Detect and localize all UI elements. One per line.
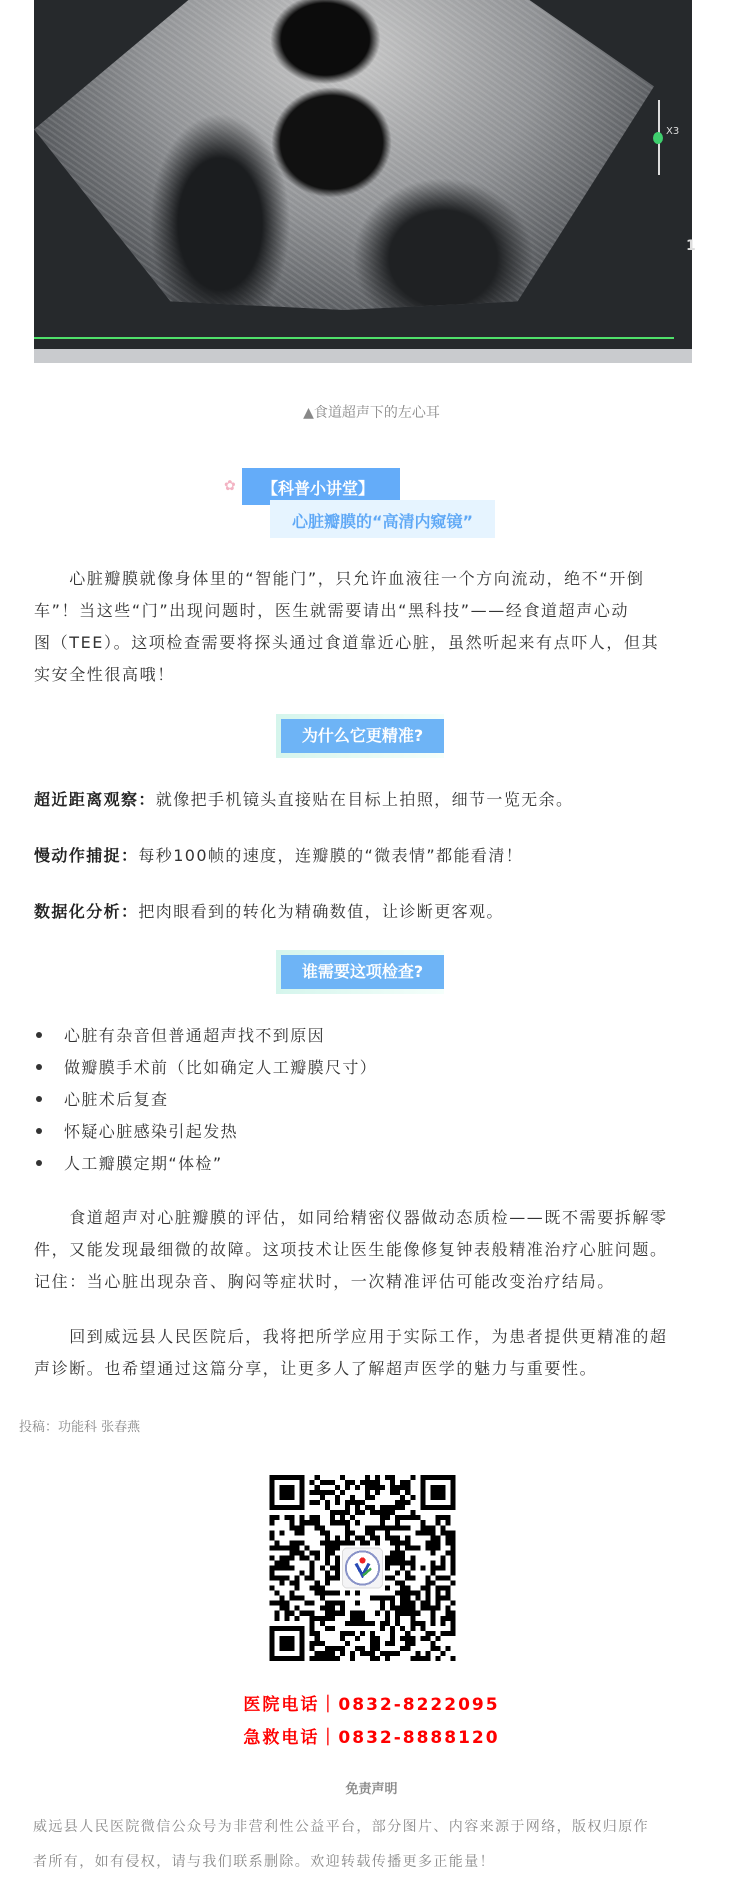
feature-label: 超近距离观察： bbox=[34, 790, 156, 809]
emergency-phone[interactable]: 急救电话｜0832-8888120 bbox=[243, 1728, 500, 1748]
intro-line: 实安全性很高哦！ bbox=[34, 665, 175, 684]
swirl-icon: ✿ bbox=[224, 478, 236, 494]
list-item-text: 心脏有杂音但普通超声找不到原因 bbox=[64, 1026, 326, 1045]
image-bottom-strip bbox=[34, 349, 692, 363]
feature-text: 每秒100帧的速度，连瓣膜的“微表情”都能看清！ bbox=[138, 846, 524, 865]
disclaimer-line: 者所有，如有侵权，请与我们联系删除。欢迎转载传播更多正能量！ bbox=[33, 1854, 495, 1870]
scale-label: X3 bbox=[666, 126, 680, 137]
bullet-icon bbox=[36, 1064, 42, 1070]
bullet-icon bbox=[36, 1160, 42, 1166]
summary-line: 记住：当心脏出现杂音、胸闷等症状时，一次精准评估可能改变治疗结局。 bbox=[34, 1272, 615, 1291]
closing-line: 声诊断。也希望通过这篇分享，让更多人了解超声医学的魅力与重要性。 bbox=[34, 1359, 598, 1378]
focus-marker bbox=[653, 132, 663, 144]
image-caption: ▲食道超声下的左心耳 bbox=[303, 405, 440, 421]
summary-line: 件，又能发现最细微的故障。这项技术让医生能像修复钟表般精准治疗心脏问题。 bbox=[34, 1240, 668, 1259]
qr-code[interactable] bbox=[268, 1475, 457, 1661]
list-item bbox=[34, 1151, 223, 1174]
section-subtitle: 心脏瓣膜的“高清内窥镜” bbox=[291, 512, 474, 531]
intro-line: 图（TEE）。这项检查需要将探头通过食道靠近心脏，虽然听起来有点吓人，但其 bbox=[34, 633, 660, 652]
ultrasound-image bbox=[34, 0, 696, 363]
ultrasound-fan bbox=[34, 0, 654, 310]
hospital-phone[interactable]: 医院电话｜0832-8222095 bbox=[243, 1695, 500, 1715]
feature-label: 慢动作捕捉： bbox=[34, 846, 139, 865]
intro-line: 心脏瓣膜就像身体里的“智能门”，只允许血液往一个方向流动，绝不“开倒 bbox=[69, 569, 645, 588]
ecg-line bbox=[34, 337, 674, 339]
list-item bbox=[34, 1055, 377, 1078]
list-item-text: 人工瓣膜定期“体检” bbox=[64, 1154, 223, 1173]
heading-why: 为什么它更精准? bbox=[281, 719, 444, 753]
feature-text: 把肉眼看到的转化为精确数值，让诊断更客观。 bbox=[138, 902, 504, 921]
feature-item bbox=[34, 787, 573, 810]
feature-label: 数据化分析： bbox=[34, 902, 139, 921]
list-item bbox=[34, 1087, 168, 1110]
bullet-icon bbox=[36, 1128, 42, 1134]
list-item bbox=[34, 1023, 325, 1046]
intro-line: 车”！当这些“门”出现问题时，医生就需要请出“黑科技”——经食道超声心动 bbox=[34, 601, 630, 620]
list-item-text: 怀疑心脏感染引起发热 bbox=[64, 1122, 239, 1141]
intro-paragraph bbox=[34, 563, 694, 691]
section-tag: 【科普小讲堂】 bbox=[262, 479, 375, 498]
bullet-icon bbox=[36, 1032, 42, 1038]
list-item-text: 心脏术后复查 bbox=[64, 1090, 169, 1109]
feature-item bbox=[34, 899, 504, 922]
feature-text: 就像把手机镜头直接贴在目标上拍照，细节一览无余。 bbox=[155, 790, 574, 809]
disclaimer-text bbox=[33, 1810, 705, 1880]
closing-paragraph bbox=[34, 1321, 694, 1385]
author-credit: 投稿：功能科 张春燕 bbox=[19, 1420, 141, 1435]
disclaimer-line: 威远县人民医院微信公众号为非营利性公益平台，部分图片、内容来源于网络，版权归原作 bbox=[33, 1819, 649, 1835]
list-item-text: 做瓣膜手术前（比如确定人工瓣膜尺寸） bbox=[64, 1058, 378, 1077]
list-item bbox=[34, 1119, 238, 1142]
heading-who: 谁需要这项检查? bbox=[281, 955, 444, 989]
feature-item bbox=[34, 843, 523, 866]
disclaimer-title: 免责声明 bbox=[345, 1782, 398, 1797]
summary-paragraph bbox=[34, 1202, 694, 1298]
summary-line: 食道超声对心脏瓣膜的评估，如同给精密仪器做动态质检——既不需要拆解零 bbox=[69, 1208, 668, 1227]
closing-line: 回到威远县人民医院后，我将把所学应用于实际工作，为患者提供更精准的超 bbox=[69, 1327, 668, 1346]
depth-label: 1 bbox=[686, 238, 696, 254]
bullet-icon bbox=[36, 1096, 42, 1102]
